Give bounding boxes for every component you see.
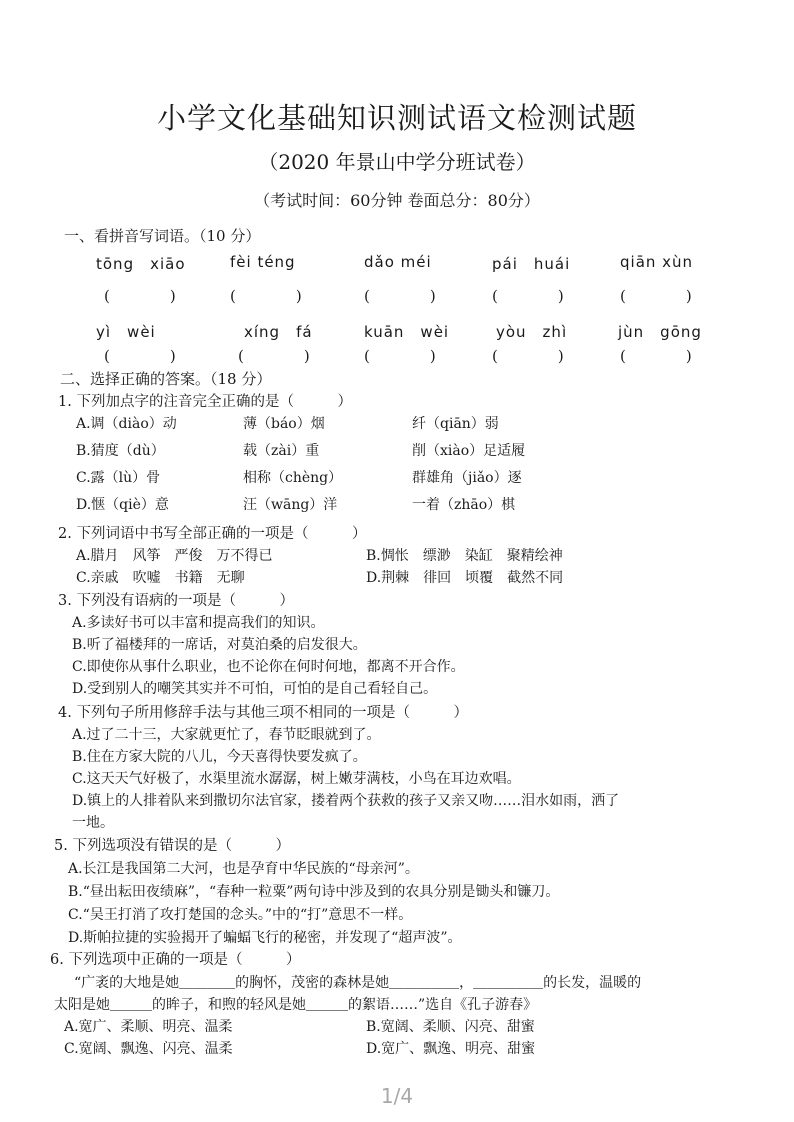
option: 薄（báo）烟: [243, 416, 325, 432]
answer-blank[interactable]: ( ): [238, 347, 310, 365]
option: 一着（zhāo）棋: [412, 497, 516, 513]
question-6-passage: 太阳是她＿＿＿的眸子，和煦的轻风是她＿＿＿的絮语……”选自《孔子游春》: [54, 997, 538, 1013]
option[interactable]: B.宽阔、柔顺、闪亮、甜蜜: [366, 1019, 535, 1035]
question-6-passage: “广袤的大地是她＿＿＿＿的胸怀，茂密的森林是她＿＿＿＿＿，＿＿＿＿＿的长发，温暖的: [74, 975, 642, 991]
option[interactable]: A.过了二十三，大家就更忙了，春节眨眼就到了。: [72, 727, 381, 743]
answer-blank[interactable]: ( ): [104, 287, 176, 305]
option[interactable]: A.调（diào）动: [76, 416, 177, 432]
answer-blank[interactable]: ( ): [104, 347, 176, 365]
option[interactable]: B.猜度（dù）: [76, 443, 165, 459]
option[interactable]: B.惆怅 缥渺 染缸 聚精绘神: [366, 548, 563, 564]
option[interactable]: B.听了福楼拜的一席话，对莫泊桑的启发很大。: [72, 637, 367, 653]
option[interactable]: C.这天天气好极了，水渠里流水潺潺，树上嫩芽满枝，小鸟在耳边欢唱。: [72, 771, 521, 787]
question-3-stem: 3. 下列没有语病的一项是（ ）: [58, 593, 294, 609]
option: 载（zài）重: [243, 443, 320, 459]
answer-blank[interactable]: ( ): [620, 287, 692, 305]
option[interactable]: A.腊月 风筝 严俊 万不得已: [76, 548, 273, 564]
page-title: 小学文化基础知识测试语文检测试题: [156, 101, 637, 135]
pinyin: yì wèi: [96, 323, 156, 341]
option[interactable]: D.宽广、飘逸、明亮、甜蜜: [366, 1041, 536, 1057]
option[interactable]: D.镇上的人排着队来到撒切尔法官家，搂着两个获救的孩子又亲又吻……泪水如雨，洒了: [72, 793, 620, 809]
option[interactable]: D.惬（qiè）意: [76, 497, 169, 513]
option[interactable]: D.受到别人的嘲笑其实并不可怕，可怕的是自己看轻自己。: [72, 681, 438, 697]
option[interactable]: A.宽广、柔顺、明亮、温柔: [64, 1019, 233, 1035]
option: 群雄角（jiǎo）逐: [412, 470, 522, 486]
answer-blank[interactable]: ( ): [492, 287, 564, 305]
option[interactable]: C.亲戚 吹嘘 书籍 无聊: [76, 570, 245, 586]
option[interactable]: B.“昼出耘田夜绩麻”，“春种一粒粟”两句诗中涉及到的农具分别是锄头和镰刀。: [68, 884, 560, 900]
option: 削（xiào）足适履: [412, 443, 526, 459]
option[interactable]: A.长江是我国第二大河，也是孕育中华民族的“母亲河”。: [68, 861, 419, 877]
question-2-stem: 2. 下列词语中书写全部正确的一项是（ ）: [58, 526, 367, 542]
pinyin: yòu zhì: [496, 323, 568, 341]
answer-blank[interactable]: ( ): [230, 287, 302, 305]
question-1-stem: 1. 下列加点字的注音完全正确的是（ ）: [58, 394, 352, 410]
answer-blank[interactable]: ( ): [620, 347, 692, 365]
page-number: 1/4: [380, 1084, 414, 1108]
option[interactable]: C.“吴王打消了攻打楚国的念头。”中的“打”意思不一样。: [68, 907, 413, 923]
option[interactable]: B.住在方家大院的八儿，今天喜得快要发疯了。: [72, 749, 367, 765]
section-1-heading: 一、看拼音写词语。（10 分）: [64, 227, 261, 245]
option: 纤（qiān）弱: [412, 416, 499, 432]
option: 汪（wāng）洋: [243, 497, 338, 513]
pinyin: xíng fá: [244, 323, 313, 341]
answer-blank[interactable]: ( ): [364, 347, 436, 365]
option[interactable]: C.露（lù）骨: [76, 470, 161, 486]
page-subtitle: （2020 年景山中学分班试卷）: [258, 150, 536, 174]
exam-info: （考试时间：60分钟 卷面总分：80分）: [254, 191, 540, 210]
pinyin: qiān xùn: [620, 253, 694, 271]
pinyin: tōng xiāo: [96, 255, 186, 273]
option[interactable]: C.即使你从事什么职业，也不论你在何时何地，都离不开合作。: [72, 659, 465, 675]
question-5-stem: 5. 下列选项没有错误的是（ ）: [54, 838, 290, 854]
pinyin: fèi téng: [230, 253, 296, 271]
answer-blank[interactable]: ( ): [492, 347, 564, 365]
question-6-stem: 6. 下列选项中正确的一项是（ ）: [50, 952, 301, 968]
pinyin: kuān wèi: [364, 323, 450, 341]
option[interactable]: C.宽阔、飘逸、闪亮、温柔: [64, 1041, 233, 1057]
option: 相称（chèng）: [243, 470, 343, 486]
answer-blank[interactable]: ( ): [364, 287, 436, 305]
pinyin: dǎo méi: [364, 253, 432, 271]
pinyin: jùn gōng: [618, 323, 702, 341]
question-4-stem: 4. 下列句子所用修辞手法与其他三项不相同的一项是（ ）: [58, 705, 468, 721]
option[interactable]: D.荆棘 徘回 顷覆 截然不同: [366, 570, 564, 586]
pinyin: pái huái: [492, 255, 571, 273]
option[interactable]: A.多读好书可以丰富和提高我们的知识。: [72, 615, 325, 631]
option[interactable]: D.斯帕拉捷的实验揭开了蝙蝠飞行的秘密，并发现了“超声波”。: [68, 930, 462, 946]
section-2-heading: 二、选择正确的答案。（18 分）: [60, 370, 272, 388]
option-continuation: 一地。: [72, 815, 114, 831]
